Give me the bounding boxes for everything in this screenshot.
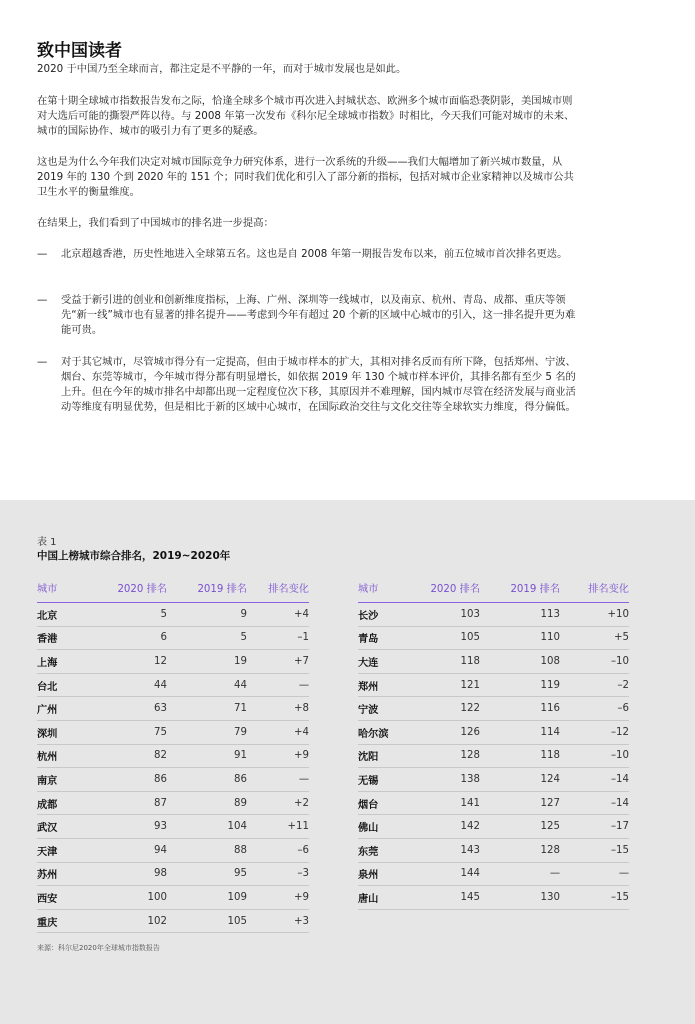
cell-rank-2019: 108 — [480, 650, 560, 674]
ranking-table-left — [37, 572, 309, 933]
bullet-text: 受益于新引进的创业和创新维度指标，上海、广州、深圳等一线城市，以及南京、杭州、青岛、成都、重庆等领先“新一线”城市也有显著的排名提升——考虑到今年有超过 20 个新的区域中心城市的引入，这一排名提升更为难能可贵。 — [61, 294, 576, 336]
bullet-dash: — — [37, 356, 48, 368]
cell-rank-2019: 113 — [480, 603, 560, 627]
cell-city: 青岛 — [358, 626, 418, 650]
cell-rank-change: –15 — [560, 886, 629, 910]
cell-rank-2020: 87 — [97, 791, 167, 815]
header-rank-change: 排名变化 — [247, 572, 309, 603]
cell-city: 大连 — [358, 650, 418, 674]
header-rank-2019: 2019 排名 — [167, 572, 247, 603]
header-rank-2020: 2020 排名 — [97, 572, 167, 603]
cell-city: 无锡 — [358, 768, 418, 792]
cell-rank-change: –10 — [560, 650, 629, 674]
cell-rank-2019: 95 — [167, 862, 247, 886]
cell-rank-change: –14 — [560, 791, 629, 815]
cell-city: 武汉 — [37, 815, 97, 839]
table-header-row — [358, 572, 629, 603]
table-label: 表 1 — [37, 537, 57, 548]
cell-rank-2019: 130 — [480, 886, 560, 910]
cell-rank-2020: 143 — [418, 838, 480, 862]
cell-rank-change: +4 — [247, 720, 309, 744]
cell-city: 上海 — [37, 650, 97, 674]
table-row — [37, 626, 309, 650]
paragraph-intro: 2020 于中国乃至全球而言，都注定是不平静的一年，而对于城市发展也是如此。 — [37, 63, 407, 75]
table-row — [37, 768, 309, 792]
cell-rank-change: — — [560, 862, 629, 886]
cell-rank-2019: 86 — [167, 768, 247, 792]
cell-rank-2019: 125 — [480, 815, 560, 839]
cell-rank-2020: 128 — [418, 744, 480, 768]
cell-rank-2020: 138 — [418, 768, 480, 792]
cell-rank-change: +3 — [247, 909, 309, 933]
cell-rank-change: –1 — [247, 626, 309, 650]
table-row — [37, 650, 309, 674]
cell-rank-2019: 114 — [480, 720, 560, 744]
cell-rank-2019: 91 — [167, 744, 247, 768]
table-row — [358, 626, 629, 650]
table-row — [358, 603, 629, 627]
cell-rank-2019: 9 — [167, 603, 247, 627]
cell-rank-change: –6 — [247, 838, 309, 862]
header-city: 城市 — [37, 572, 97, 603]
table-row — [37, 838, 309, 862]
table-row — [37, 744, 309, 768]
cell-rank-2020: 5 — [97, 603, 167, 627]
cell-city: 沈阳 — [358, 744, 418, 768]
cell-rank-2019: 105 — [167, 909, 247, 933]
bullet-dash: — — [37, 294, 48, 306]
table-row — [37, 697, 309, 721]
table-row — [37, 791, 309, 815]
bullet-text: 对于其它城市，尽管城市得分有一定提高，但由于城市样本的扩大，其相对排名反而有所下降，包括郑州、宁波、烟台、东莞等城市，今年城市得分都有明显增长，如依据 2019 年 130 个城市样本评价，其排名都有至少 5 名的上升。但在今年的城市排名中却都出现一定程度位次下移，其原因并不难理解，国内城市尽管在经济发展与商业活动等维度有明显优势，但是相比于新的区域中心城市，在国际政治交往与文化交往等全球软实力维度，得分偏低。 — [61, 356, 576, 413]
cell-rank-2020: 118 — [418, 650, 480, 674]
table-caption: 中国上榜城市综合排名，2019~2020年 — [37, 550, 231, 562]
cell-rank-2019: 104 — [167, 815, 247, 839]
page-title: 致中国读者 — [37, 41, 122, 61]
cell-rank-change: +9 — [247, 886, 309, 910]
cell-city: 泉州 — [358, 862, 418, 886]
cell-city: 佛山 — [358, 815, 418, 839]
cell-rank-2020: 86 — [97, 768, 167, 792]
table-row — [358, 791, 629, 815]
paragraph-upgrade: 这也是为什么今年我们决定对城市国际竞争力研究体系，进行一次系统的升级——我们大幅增加了新兴城市数量，从 2019 年的 130 个到 2020 年的 151 个；同时我们优化和引入了部分新的指标，包括对城市企业家精神以及城市公共卫生水平的衡量维度。 — [37, 156, 574, 198]
ranking-table-right — [358, 572, 629, 910]
cell-rank-change: –10 — [560, 744, 629, 768]
cell-city: 深圳 — [37, 720, 97, 744]
table-row — [358, 697, 629, 721]
table-section — [0, 500, 695, 1024]
cell-city: 南京 — [37, 768, 97, 792]
cell-rank-2020: 98 — [97, 862, 167, 886]
cell-rank-change: –6 — [560, 697, 629, 721]
cell-rank-2020: 145 — [418, 886, 480, 910]
cell-rank-2019: — — [480, 862, 560, 886]
cell-rank-2020: 12 — [97, 650, 167, 674]
cell-rank-change: +8 — [247, 697, 309, 721]
cell-rank-2019: 128 — [480, 838, 560, 862]
cell-city: 杭州 — [37, 744, 97, 768]
cell-rank-2019: 118 — [480, 744, 560, 768]
paragraph-context: 在第十期全球城市指数报告发布之际，恰逢全球多个城市再次进入封城状态、欧洲多个城市面临恐袭阴影，美国城市则对大选后可能的撕裂严阵以待。与 2008 年第一次发布《科尔尼全球城市指数》时相比，今天我们可能对城市的未来、城市的国际协作、城市的吸引力有了更多的疑惑。 — [37, 95, 575, 137]
cell-rank-change: +7 — [247, 650, 309, 674]
cell-city: 唐山 — [358, 886, 418, 910]
table-row — [37, 886, 309, 910]
bullet-dash: — — [37, 248, 48, 260]
cell-rank-2020: 94 — [97, 838, 167, 862]
cell-rank-2019: 127 — [480, 791, 560, 815]
table-row — [358, 815, 629, 839]
table-row — [358, 673, 629, 697]
cell-rank-change: –3 — [247, 862, 309, 886]
cell-city: 长沙 — [358, 603, 418, 627]
table-row — [358, 862, 629, 886]
cell-rank-2020: 103 — [418, 603, 480, 627]
bullet-item — [37, 355, 582, 415]
cell-rank-2020: 6 — [97, 626, 167, 650]
cell-city: 成都 — [37, 791, 97, 815]
bullet-text: 北京超越香港，历史性地进入全球第五名。这也是自 2008 年第一期报告发布以来，前五位城市首次排名更迭。 — [61, 248, 568, 260]
cell-rank-2019: 124 — [480, 768, 560, 792]
cell-rank-2020: 63 — [97, 697, 167, 721]
cell-city: 天津 — [37, 838, 97, 862]
header-rank-2019: 2019 排名 — [480, 572, 560, 603]
table-row — [37, 603, 309, 627]
table-row — [37, 673, 309, 697]
cell-rank-2020: 142 — [418, 815, 480, 839]
table-header-row — [37, 572, 309, 603]
cell-city: 北京 — [37, 603, 97, 627]
cell-rank-2020: 75 — [97, 720, 167, 744]
cell-city: 东莞 — [358, 838, 418, 862]
cell-city: 广州 — [37, 697, 97, 721]
table-row — [37, 909, 309, 933]
cell-city: 哈尔滨 — [358, 720, 418, 744]
table-row — [358, 720, 629, 744]
table-row — [37, 815, 309, 839]
cell-rank-2019: 119 — [480, 673, 560, 697]
table-row — [37, 720, 309, 744]
table-row — [358, 650, 629, 674]
cell-rank-2020: 44 — [97, 673, 167, 697]
cell-rank-2019: 88 — [167, 838, 247, 862]
cell-city: 烟台 — [358, 791, 418, 815]
cell-rank-2019: 5 — [167, 626, 247, 650]
cell-city: 台北 — [37, 673, 97, 697]
cell-rank-change: +11 — [247, 815, 309, 839]
table-row — [358, 886, 629, 910]
table-row — [37, 862, 309, 886]
table-row — [358, 744, 629, 768]
cell-rank-2019: 89 — [167, 791, 247, 815]
cell-rank-2020: 100 — [97, 886, 167, 910]
cell-rank-change: +9 — [247, 744, 309, 768]
cell-rank-2019: 71 — [167, 697, 247, 721]
cell-rank-2020: 82 — [97, 744, 167, 768]
cell-rank-change: –14 — [560, 768, 629, 792]
cell-rank-change: –12 — [560, 720, 629, 744]
cell-rank-2019: 79 — [167, 720, 247, 744]
cell-city: 苏州 — [37, 862, 97, 886]
cell-rank-change: –15 — [560, 838, 629, 862]
table-row — [358, 838, 629, 862]
letter-section — [0, 0, 695, 500]
cell-city: 西安 — [37, 886, 97, 910]
cell-rank-2020: 102 — [97, 909, 167, 933]
cell-rank-2020: 105 — [418, 626, 480, 650]
cell-rank-change: +10 — [560, 603, 629, 627]
cell-city: 郑州 — [358, 673, 418, 697]
cell-city: 宁波 — [358, 697, 418, 721]
cell-rank-change: +5 — [560, 626, 629, 650]
cell-rank-change: –17 — [560, 815, 629, 839]
cell-rank-change: –2 — [560, 673, 629, 697]
bullet-item — [37, 293, 582, 338]
cell-rank-2019: 109 — [167, 886, 247, 910]
paragraph-results: 在结果上，我们看到了中国城市的排名进一步提高： — [37, 217, 274, 229]
cell-rank-change: +2 — [247, 791, 309, 815]
cell-rank-2020: 141 — [418, 791, 480, 815]
bullet-item — [37, 247, 582, 262]
cell-city: 重庆 — [37, 909, 97, 933]
header-rank-change: 排名变化 — [560, 572, 629, 603]
header-rank-2020: 2020 排名 — [418, 572, 480, 603]
cell-rank-2020: 122 — [418, 697, 480, 721]
table-row — [358, 768, 629, 792]
cell-rank-change: +4 — [247, 603, 309, 627]
cell-rank-2019: 110 — [480, 626, 560, 650]
cell-rank-2020: 93 — [97, 815, 167, 839]
source-note: 来源：科尔尼2020年全球城市指数报告 — [37, 944, 160, 952]
cell-rank-2019: 116 — [480, 697, 560, 721]
cell-rank-2020: 144 — [418, 862, 480, 886]
header-city: 城市 — [358, 572, 418, 603]
cell-city: 香港 — [37, 626, 97, 650]
cell-rank-change: — — [247, 673, 309, 697]
cell-rank-2019: 44 — [167, 673, 247, 697]
cell-rank-2019: 19 — [167, 650, 247, 674]
cell-rank-change: — — [247, 768, 309, 792]
cell-rank-2020: 126 — [418, 720, 480, 744]
cell-rank-2020: 121 — [418, 673, 480, 697]
